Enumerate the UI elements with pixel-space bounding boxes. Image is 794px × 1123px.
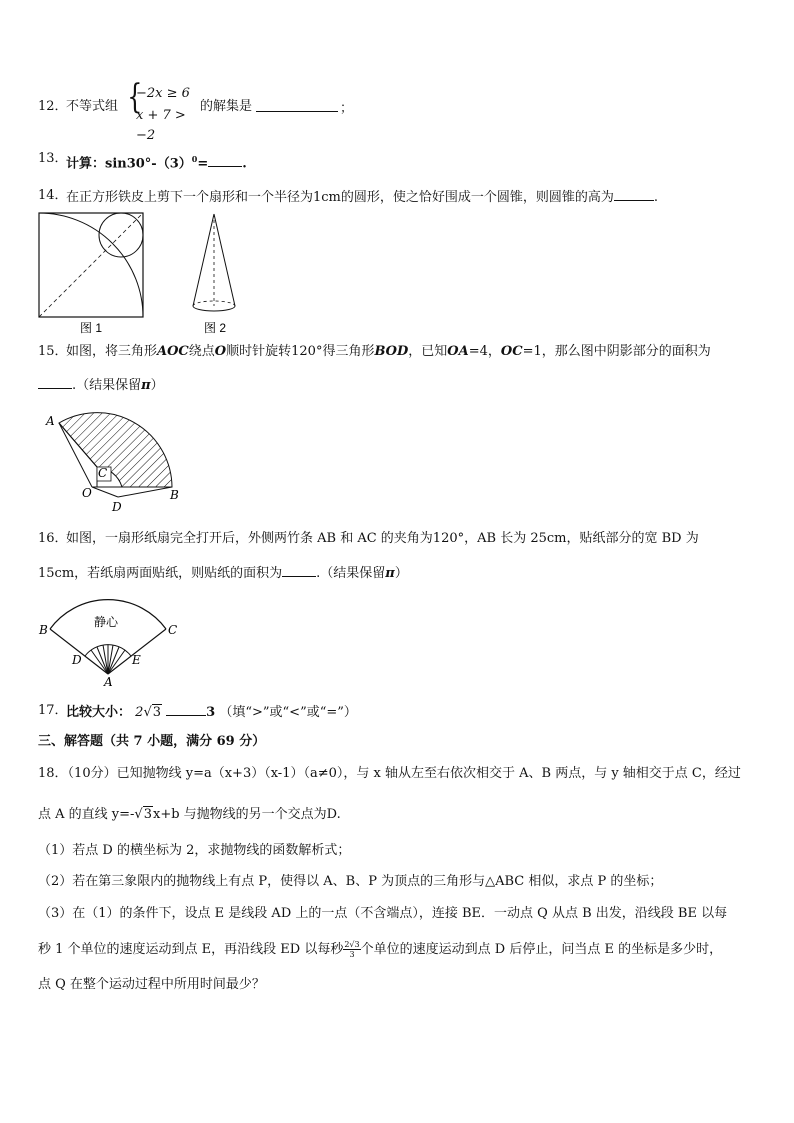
label-a: A (46, 414, 55, 428)
fig2-label: 图 2 (204, 321, 227, 335)
sqrt-icon: √3 (143, 705, 162, 720)
q18-line-2 (38, 806, 341, 824)
label-o: O (82, 486, 92, 500)
q18-text-2b: x+b 与抛物线的另一个交点为D. (153, 807, 341, 822)
diagonal-dashed (39, 213, 143, 317)
q15-figure (42, 405, 187, 515)
segment-od (92, 487, 118, 497)
q14-answer-blank[interactable] (614, 187, 654, 201)
q15-t7: ，已知 (408, 344, 448, 359)
q18-fraction (343, 940, 360, 959)
q18-frac-den: 3 (349, 950, 355, 959)
inequality-line-2: x + 7 > −2 (136, 108, 186, 143)
brace-icon: { (127, 77, 143, 117)
q12-suffix: 的解集是 (200, 99, 253, 114)
q15-t1: 如图，将三角形 (66, 344, 158, 359)
q15-oa: OA (447, 344, 469, 359)
q16-answer-blank[interactable] (282, 563, 316, 577)
q18-part-3c: 点 Q 在整个运动过程中所用时间最少？ (38, 977, 265, 992)
shaded-region (59, 413, 172, 487)
section-3-heading: 三、解答题（共 7 小题，满分 69 分） (38, 734, 266, 749)
q18-text-2a: 点 A 的直线 y=- (38, 807, 135, 822)
cone-right-edge (214, 214, 235, 306)
q18-part-3b (38, 940, 722, 959)
q13-expression: 计算：sin30°-（3） (66, 156, 192, 172)
q15-line-2 (38, 375, 164, 395)
q17-line (66, 702, 357, 722)
q16-line-2 (38, 563, 408, 583)
q15-t11: =1，那么图中阴影部分的面积为 (522, 344, 711, 359)
q15-answer-blank[interactable] (38, 375, 72, 389)
q15-oc: OC (500, 344, 523, 359)
q18-part-3a: （3）在（1）的条件下，设点 E 是线段 AD 上的一点（不含端点），连接 BE．一动点 Q 从点 B 出发，沿线段 BE 以每 (38, 906, 728, 921)
q15-close: ） (150, 378, 164, 393)
q16-note: .（结果保留 (316, 566, 386, 581)
q13-answer-blank[interactable] (208, 153, 242, 167)
q12-prefix: 不等式组 (66, 99, 119, 114)
q15-aoc: AOC (157, 344, 189, 359)
q15-bod: BOD (374, 344, 409, 359)
q14-figure-2 (186, 210, 256, 340)
q16-line-1: 如图，一扇形纸扇完全打开后，外侧两竹条 AB 和 AC 的夹角为120°，AB 长为 25cm，贴纸部分的宽 BD 为 (66, 531, 699, 546)
q18-text-1: 已知抛物线 y=a（x+3）（x-1）（a≠0），与 x 轴从左至右依次相交于 A、B 两点，与 y 轴相交于点 C，经过 (116, 766, 741, 781)
q18-text-3b2: 个单位的速度运动到点 D 后停止，问当点 E 的坐标是多少时， (360, 942, 723, 957)
q16-pi: π (385, 566, 395, 581)
q15-t9: =4， (468, 344, 501, 359)
segment-db (118, 487, 172, 497)
q18-part-1: （1）若点 D 的横坐标为 2，求抛物线的函数解析式； (38, 843, 351, 858)
q18-line-1 (38, 765, 741, 783)
q17-radicand: 3 (152, 705, 162, 720)
fan-text: 静心 (94, 615, 119, 629)
label-d: D (112, 500, 122, 514)
inequality-system (124, 77, 204, 143)
q15-line-1 (66, 343, 711, 361)
inequality-line-1: −2x ≥ 6 (136, 86, 190, 101)
q14-question: 在正方形铁皮上剪下一个扇形和一个半径为1cm的圆形，使之恰好围成一个圆锥，则圆锥的高为 (66, 190, 614, 205)
q15-number: 15． (38, 344, 68, 359)
q13-equals: = (197, 156, 209, 172)
q16-close: ） (394, 566, 408, 581)
q18-text-3b1: 秒 1 个单位的速度运动到点 E，再沿线段 ED 以每秒 (38, 942, 344, 957)
q15-o: O (214, 344, 227, 359)
q17-note: （填“>”或“<”或“=”） (219, 705, 357, 720)
q12-number: 12． (38, 99, 68, 114)
label-e: E (132, 653, 141, 667)
q17-prompt: 比较大小： (66, 705, 132, 720)
q17-number: 17． (38, 703, 68, 718)
q15-note: .（结果保留 (72, 378, 142, 393)
q18-frac-num: 2√3 (344, 940, 360, 949)
q14-text (66, 187, 658, 207)
label-d: D (72, 653, 82, 667)
q17-answer-blank[interactable] (166, 702, 206, 716)
q15-pi: π (141, 378, 151, 393)
fan-ribs (91, 645, 125, 674)
q12-answer-blank[interactable] (256, 98, 338, 118)
q14-number: 14． (38, 188, 68, 203)
label-a: A (104, 675, 113, 687)
q16-figure (36, 592, 181, 687)
q18-number: 18． (38, 766, 68, 781)
q14-end: . (653, 190, 659, 205)
label-c: C (168, 623, 178, 637)
q12-end: ； (340, 101, 354, 116)
q18-radicand: 3 (143, 807, 152, 822)
q13-text (66, 150, 247, 173)
q15-t3: 绕点 (188, 344, 215, 359)
q13-exponent: 0 (191, 154, 198, 164)
q17-rhs: 3 (206, 705, 216, 720)
q18-part-2: （2）若在第三象限内的抛物线上有点 P，使得以 A、B、P 为顶点的三角形与△ABC 相似，求点 P 的坐标； (38, 874, 663, 889)
q16-text: 15cm，若纸扇两面贴纸，则贴纸的面积为 (38, 566, 283, 581)
fig1-label: 图 1 (80, 321, 103, 335)
cone-left-edge (193, 214, 214, 306)
q17-coef: 2 (135, 705, 144, 720)
q13-end: . (242, 156, 247, 172)
cone-base-front (193, 306, 235, 311)
q15-t5: 顺时针旋转120°得三角形 (226, 344, 375, 359)
label-b: B (39, 623, 48, 637)
q18-score: （10分） (67, 766, 117, 781)
sqrt-icon: √3 (134, 807, 152, 822)
label-c: C (98, 466, 108, 480)
q13-number: 13． (38, 151, 68, 166)
label-b: B (170, 488, 179, 502)
q14-figure-1 (36, 210, 156, 340)
q16-number: 16． (38, 531, 68, 546)
